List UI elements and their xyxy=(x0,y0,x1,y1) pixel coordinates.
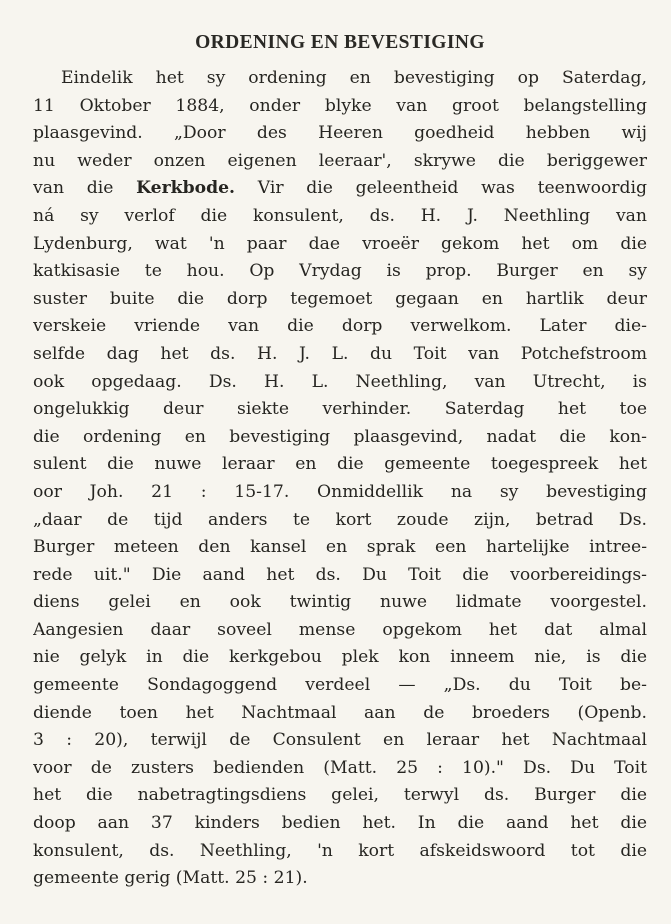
text-line: Aangesien daar soveel mense opgekom het dat almal xyxy=(33,619,647,640)
text-line: doop aan 37 kinders bedien het. In die aand het die xyxy=(33,813,647,834)
text-run: Vir die geleentheid was teenwoordig xyxy=(235,178,647,199)
text-line: gemeente gerig (Matt. 25 : 21). xyxy=(33,868,308,889)
text-line: gemeente Sondagoggend verdeel — „Ds. du Toit be- xyxy=(33,675,647,696)
text-line: plaasgevind. „Door des Heeren goedheid hebben wij xyxy=(33,123,647,144)
text-line: ook opgedaag. Ds. H. L. Neethling, van Utrecht, is xyxy=(33,371,647,392)
text-line: „daar de tijd anders te kort zoude zijn, betrad Ds. xyxy=(33,509,647,530)
text-line: nie gelyk in die kerkgebou plek kon inneem nie, is die xyxy=(33,647,647,668)
text-line: voor de zusters bedienden (Matt. 25 : 10)." Ds. Du Toit xyxy=(33,757,647,778)
text-line: 11 Oktober 1884, onder blyke van groot belangstelling xyxy=(33,95,647,116)
text-line: katkisasie te hou. Op Vrydag is prop. Burger en sy xyxy=(33,261,647,282)
text-line: oor Joh. 21 : 15-17. Onmiddellik na sy bevestiging xyxy=(33,481,647,502)
text-line: nu weder onzen eigenen leeraar', skrywe die beriggewer xyxy=(33,150,647,171)
text-line: het die nabetragtingsdiens gelei, terwyl ds. Burger die xyxy=(33,785,647,806)
text-line: konsulent, ds. Neethling, 'n kort afskeidswoord tot die xyxy=(33,840,647,861)
text-line: die ordening en bevestiging plaasgevind, nadat die kon- xyxy=(33,426,647,447)
text-line: suster buite die dorp tegemoet gegaan en hartlik deur xyxy=(33,288,647,309)
text-line: ná sy verlof die konsulent, ds. H. J. Neethling van xyxy=(33,205,647,226)
text-line: verskeie vriende van die dorp verwelkom. Later die- xyxy=(33,316,647,337)
text-line: diens gelei en ook twintig nuwe lidmate voorgestel. xyxy=(33,592,647,613)
text-line: Burger meteen den kansel en sprak een hartelijke intree- xyxy=(33,537,647,558)
text-line: ongelukkig deur siekte verhinder. Saterdag het toe xyxy=(33,399,647,420)
text-line: Lydenburg, wat 'n paar dae vroeër gekom het om die xyxy=(33,233,647,254)
section-heading: ORDENING EN BEVESTIGING xyxy=(195,32,485,53)
text-line: rede uit." Die aand het ds. Du Toit die voorbereidings- xyxy=(33,564,647,585)
text-line: Eindelik het sy ordening en bevestiging op Saterdag, xyxy=(61,68,647,88)
text-run: van die xyxy=(33,178,137,199)
publication-name: Kerkbode. xyxy=(136,178,236,199)
text-line: sulent die nuwe leraar en die gemeente toegespreek het xyxy=(33,454,647,475)
article-body xyxy=(33,65,647,893)
text-line: selfde dag het ds. H. J. L. du Toit van Potchefstroom xyxy=(33,343,647,364)
text-line: 3 : 20), terwijl de Consulent en leraar het Nachtmaal xyxy=(33,730,647,751)
text-line xyxy=(33,175,647,203)
text-line: diende toen het Nachtmaal aan de broeders (Openb. xyxy=(33,702,647,723)
